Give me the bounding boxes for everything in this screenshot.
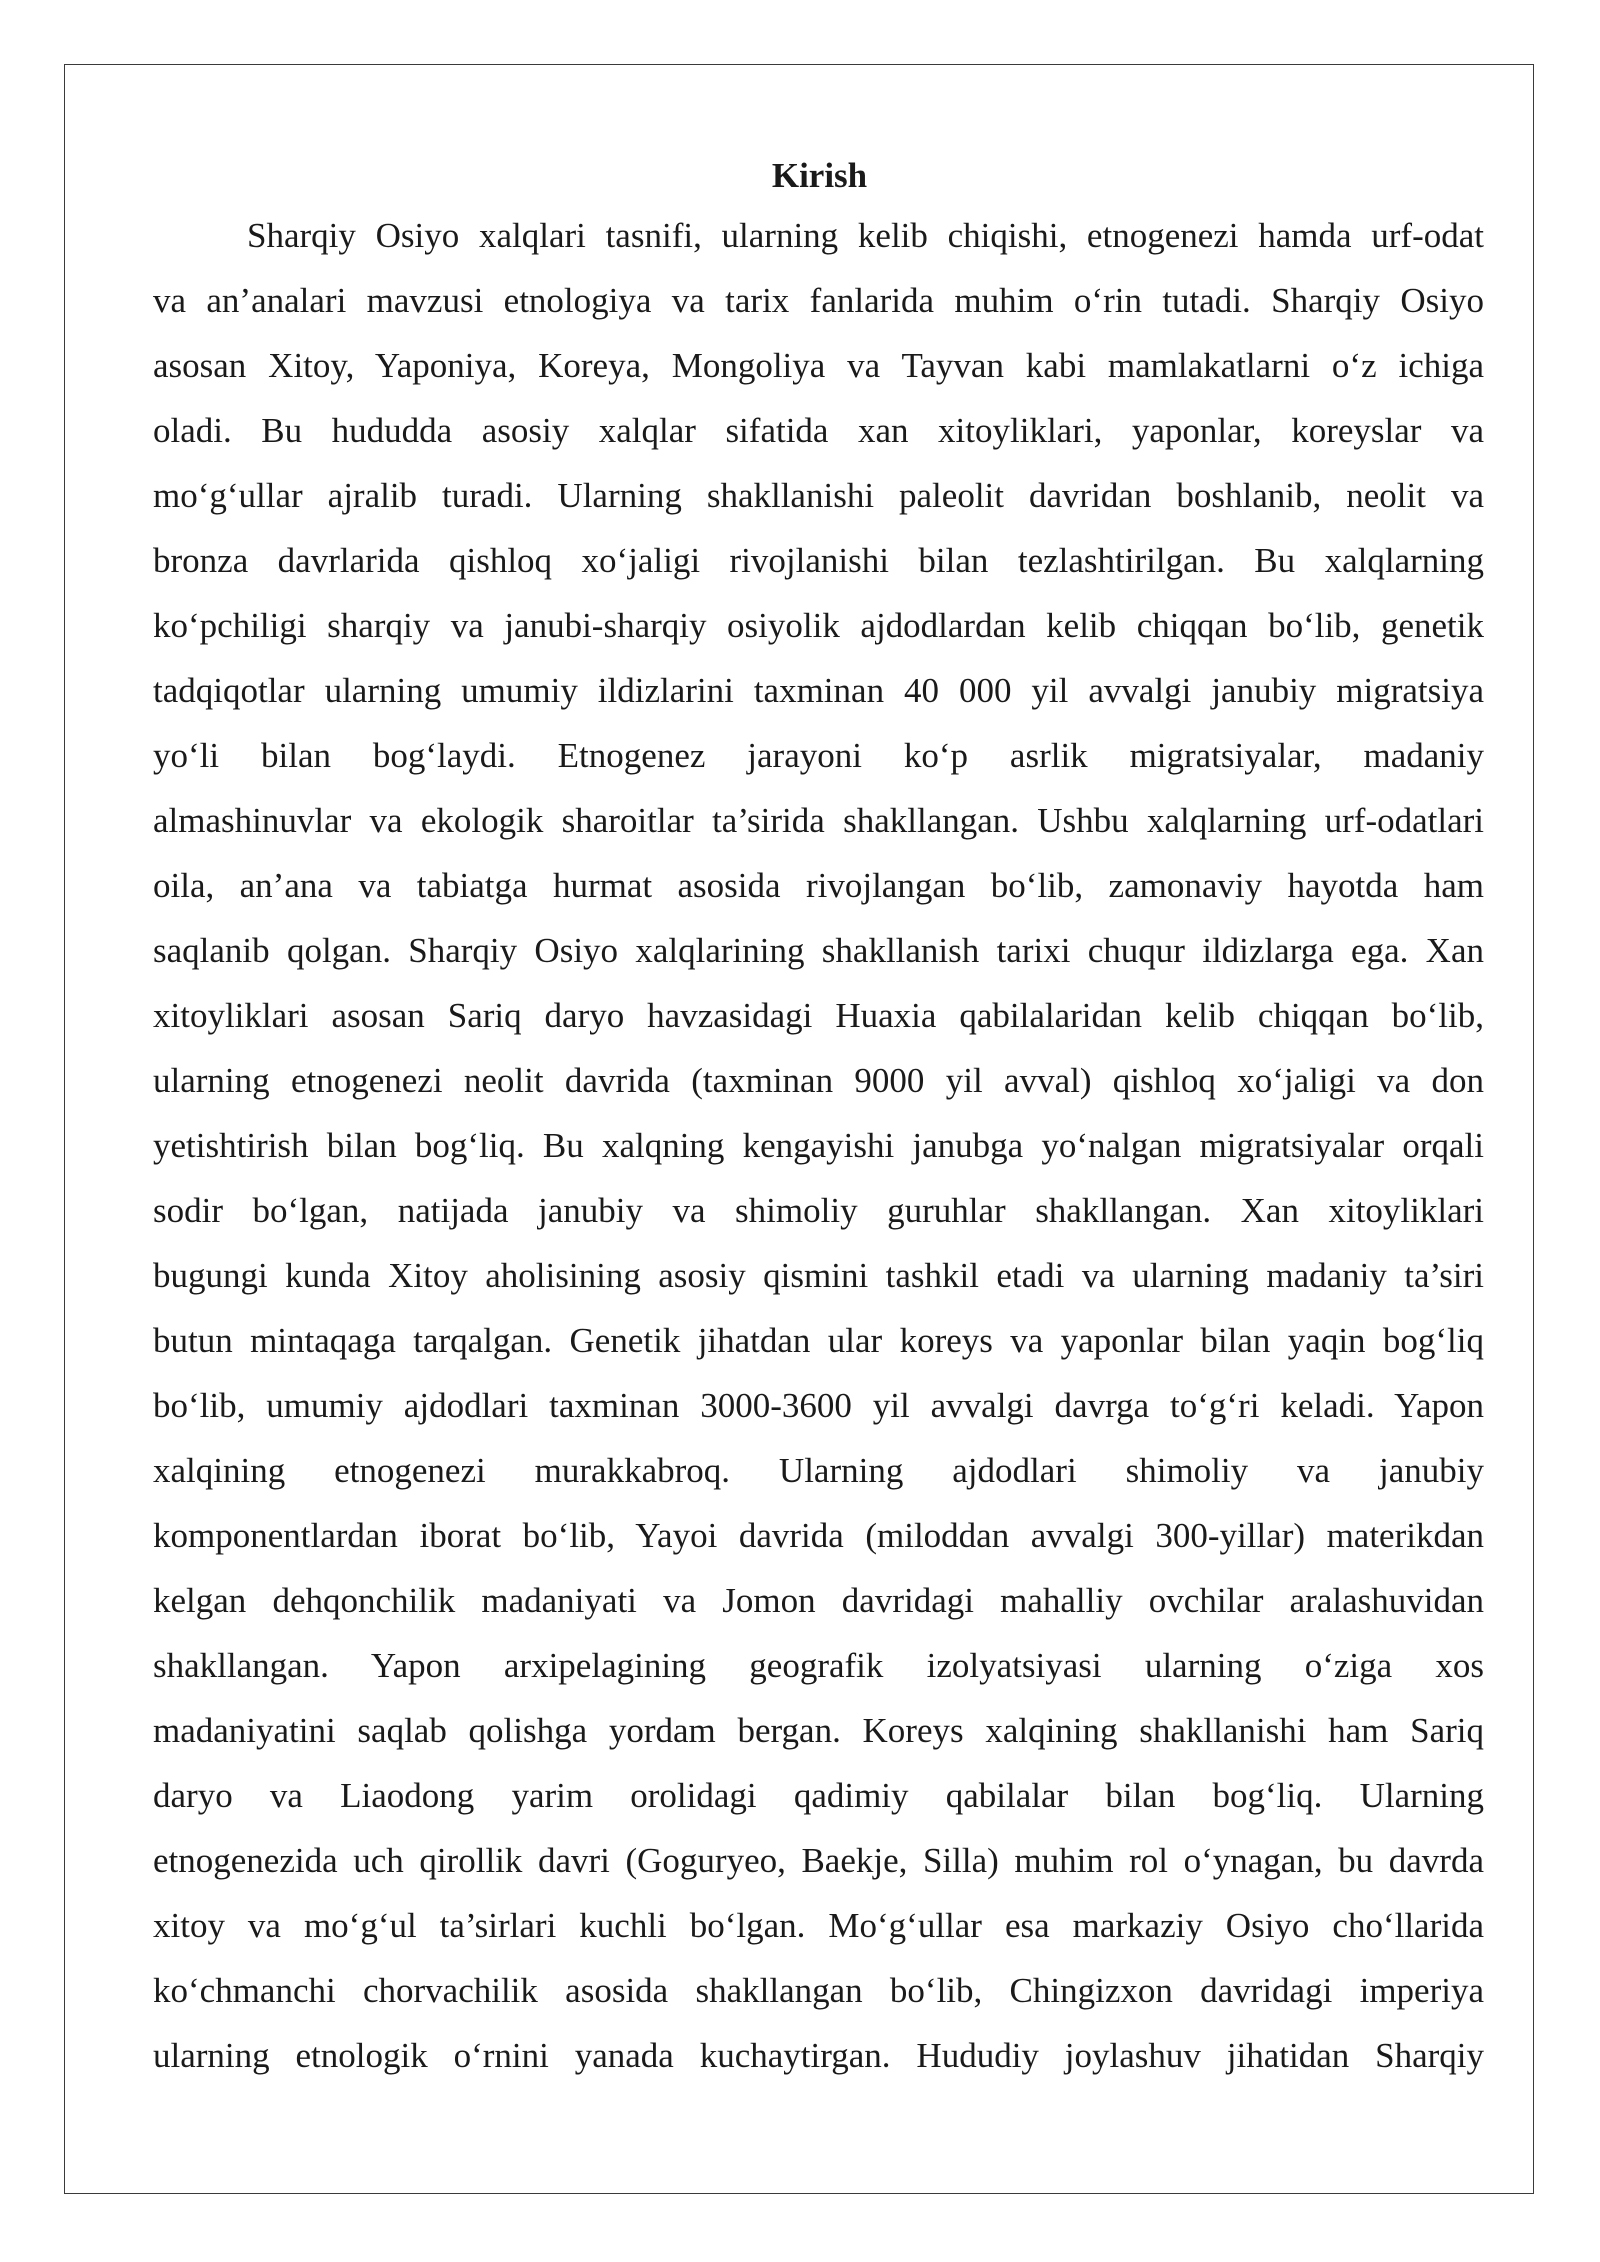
text-line: etnogenezida uch qirollik davri (Goguryeo, Baekje, Silla) muhim rol o‘ynagan, bu davrda: [153, 1841, 1484, 1880]
text-line: xitoy va mo‘g‘ul ta’sirlari kuchli bo‘lgan. Mo‘g‘ullar esa markaziy Osiyo cho‘llarida: [153, 1906, 1484, 1945]
text-line: va an’analari mavzusi etnologiya va tarix fanlarida muhim o‘rin tutadi. Sharqiy Osiyo: [153, 281, 1484, 320]
text-line: tadqiqotlar ularning umumiy ildizlarini taxminan 40 000 yil avvalgi janubiy migratsiya: [153, 671, 1484, 710]
text-line: oila, an’ana va tabiatga hurmat asosida rivojlangan bo‘lib, zamonaviy hayotda ham: [153, 866, 1484, 905]
text-line: asosan Xitoy, Yaponiya, Koreya, Mongoliya va Tayvan kabi mamlakatlarni o‘z ichiga: [153, 346, 1484, 385]
text-line: komponentlardan iborat bo‘lib, Yayoi davrida (miloddan avvalgi 300-yillar) materikdan: [153, 1516, 1484, 1555]
text-line: madaniyatini saqlab qolishga yordam bergan. Koreys xalqining shakllanishi ham Sariq: [153, 1711, 1484, 1750]
text-line: xalqining etnogenezi murakkabroq. Ularning ajdodlari shimoliy va janubiy: [153, 1451, 1484, 1490]
text-line: bugungi kunda Xitoy aholisining asosiy qismini tashkil etadi va ularning madaniy ta’siri: [153, 1256, 1484, 1295]
text-line: kelgan dehqonchilik madaniyati va Jomon davridagi mahalliy ovchilar aralashuvidan: [153, 1581, 1484, 1620]
text-line: mo‘g‘ullar ajralib turadi. Ularning shakllanishi paleolit davridan boshlanib, neolit va: [153, 476, 1484, 515]
document-title: Kirish: [771, 156, 868, 195]
text-line: yetishtirish bilan bog‘liq. Bu xalqning kengayishi janubga yo‘nalgan migratsiyalar orqali: [153, 1126, 1484, 1165]
text-line: ularning etnologik o‘rnini yanada kuchaytirgan. Hududiy joylashuv jihatidan Sharqiy: [153, 2036, 1484, 2075]
paragraph: [153, 203, 1484, 2088]
text-line: ko‘chmanchi chorvachilik asosida shakllangan bo‘lib, Chingizxon davridagi imperiya: [153, 1971, 1484, 2010]
text-line: oladi. Bu hududda asosiy xalqlar sifatida xan xitoyliklari, yaponlar, koreyslar va: [153, 411, 1484, 450]
text-line: ko‘pchiligi sharqiy va janubi-sharqiy osiyolik ajdodlardan kelib chiqqan bo‘lib, genetik: [153, 606, 1484, 645]
text-line: yo‘li bilan bog‘laydi. Etnogenez jarayoni ko‘p asrlik migratsiyalar, madaniy: [153, 736, 1484, 775]
text-line: sodir bo‘lgan, natijada janubiy va shimoliy guruhlar shakllangan. Xan xitoyliklari: [153, 1191, 1484, 1230]
text-line: daryo va Liaodong yarim orolidagi qadimiy qabilalar bilan bog‘liq. Ularning: [153, 1776, 1484, 1815]
document-body: [153, 148, 1484, 2088]
text-line: bo‘lib, umumiy ajdodlari taxminan 3000-3600 yil avvalgi davrga to‘g‘ri keladi. Yapon: [153, 1386, 1484, 1425]
text-line: Sharqiy Osiyo xalqlari tasnifi, ularning kelib chiqishi, etnogenezi hamda urf-odat: [247, 216, 1484, 255]
text-line: saqlanib qolgan. Sharqiy Osiyo xalqlarining shakllanish tarixi chuqur ildizlarga ega. Xan: [153, 931, 1484, 970]
text-line: ularning etnogenezi neolit davrida (taxminan 9000 yil avval) qishloq xo‘jaligi va don: [153, 1061, 1484, 1100]
text-line: butun mintaqaga tarqalgan. Genetik jihatdan ular koreys va yaponlar bilan yaqin bog‘liq: [153, 1321, 1484, 1360]
text-line: xitoyliklari asosan Sariq daryo havzasidagi Huaxia qabilalaridan kelib chiqqan bo‘lib,: [153, 996, 1484, 1035]
text-line: almashinuvlar va ekologik sharoitlar ta’sirida shakllangan. Ushbu xalqlarning urf-odatlari: [153, 801, 1484, 840]
text-line: shakllangan. Yapon arxipelagining geografik izolyatsiyasi ularning o‘ziga xos: [153, 1646, 1484, 1685]
text-line: bronza davrlarida qishloq xo‘jaligi rivojlanishi bilan tezlashtirilgan. Bu xalqlarning: [153, 541, 1484, 580]
